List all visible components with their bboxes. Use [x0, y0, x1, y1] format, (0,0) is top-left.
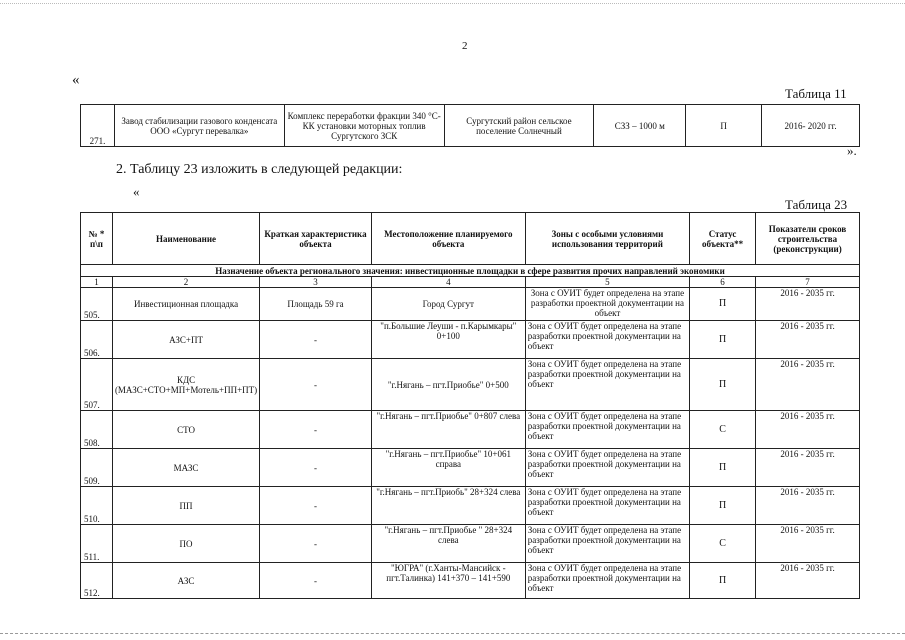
cell-status: П: [690, 563, 756, 599]
cell-num: 505.: [81, 288, 113, 321]
index-cell: 6: [690, 277, 756, 288]
closing-quote: ».: [847, 143, 857, 158]
cell-desc: Комплекс переработки фракции 340 °С-КК установки моторных топлив Сургутского ЗСК: [284, 105, 444, 147]
cell-desc: -: [260, 563, 372, 599]
item-2-text: 2. Таблицу 23 изложить в следующей редакции:: [116, 162, 403, 177]
cell-status: С: [690, 525, 756, 563]
cell-num: 509.: [81, 449, 113, 487]
table-row: [81, 359, 860, 411]
table-row: [81, 449, 860, 487]
cell-status: П: [686, 105, 762, 147]
cell-desc: -: [260, 525, 372, 563]
cell-location: "г.Нягань – пгт.Приобь" 28+324 слева: [371, 487, 525, 525]
cell-name: АЗС+ПТ: [112, 321, 259, 359]
table-23-label: Таблица 23: [785, 197, 848, 212]
table-row: [81, 487, 860, 525]
index-cell: 1: [81, 277, 113, 288]
cell-period: 2016- 2020 гг.: [762, 105, 860, 147]
header-name: Наименование: [112, 213, 259, 265]
cell-period: 2016 - 2035 гг.: [756, 525, 860, 563]
cell-period: 2016 - 2035 гг.: [756, 563, 860, 599]
cell-num: 512.: [81, 563, 113, 599]
table-row: [81, 411, 860, 449]
header-row: [81, 213, 860, 265]
cell-location: Город Сургут: [371, 288, 525, 321]
cell-zone: Зона с ОУИТ будет определена на этапе разработки проектной документации на объект: [525, 525, 689, 563]
index-cell: 2: [112, 277, 259, 288]
cell-zone: Зона с ОУИТ будет определена на этапе разработки проектной документации на объект: [525, 321, 689, 359]
cell-name: ПП: [112, 487, 259, 525]
cell-num: 508.: [81, 411, 113, 449]
index-cell: 3: [260, 277, 372, 288]
cell-location: Сургутский район сельское поселение Солнечный: [444, 105, 594, 147]
cell-num: 510.: [81, 487, 113, 525]
page-number: 2: [462, 40, 468, 52]
header-num: № * п\п: [81, 213, 113, 265]
cell-num: 507.: [81, 359, 113, 411]
cell-desc: -: [260, 321, 372, 359]
cell-zone: Зона с ОУИТ будет определена на этапе разработки проектной документации на объект: [525, 411, 689, 449]
cell-desc: Площадь 59 га: [260, 288, 372, 321]
index-cell: 7: [756, 277, 860, 288]
cell-zone: СЗЗ – 1000 м: [594, 105, 686, 147]
table-row: [81, 563, 860, 599]
cell-desc: -: [260, 487, 372, 525]
index-row: [81, 277, 860, 288]
cell-name: Инвестиционная площадка: [112, 288, 259, 321]
cell-location: "ЮГРА" (г.Ханты-Мансийск - пгт.Талинка) 141+370 – 141+590: [371, 563, 525, 599]
cell-zone: Зона с ОУИТ будет определена на этапе разработки проектной документации на объект: [525, 563, 689, 599]
table-11-label: Таблица 11: [785, 86, 847, 101]
cell-num: 511.: [81, 525, 113, 563]
cell-zone: Зона с ОУИТ будет определена на этапе разработки проектной документации на объект: [525, 449, 689, 487]
cell-desc: -: [260, 359, 372, 411]
cell-status: П: [690, 359, 756, 411]
header-desc: Краткая характеристика объекта: [260, 213, 372, 265]
cell-zone: Зона с ОУИТ будет определена на этапе разработки проектной документации на объект: [525, 359, 689, 411]
cell-num: 271.: [81, 105, 115, 147]
cell-desc: -: [260, 411, 372, 449]
cell-status: С: [690, 411, 756, 449]
table-row: [81, 105, 860, 147]
cell-name: КДС (МАЗС+СТО+МП+Мотель+ПП+ПТ): [112, 359, 259, 411]
table-11: [80, 104, 860, 147]
cell-zone: Зона с ОУИТ будет определена на этапе разработки проектной документации на объект: [525, 487, 689, 525]
cell-name: СТО: [112, 411, 259, 449]
cell-location: "п.Большие Леуши - п.Карымкары" 0+100: [371, 321, 525, 359]
table-23: [80, 212, 860, 599]
cell-status: П: [690, 449, 756, 487]
cell-num: 506.: [81, 321, 113, 359]
scan-edge-bottom: [0, 633, 905, 634]
cell-zone: Зона с ОУИТ будет определена на этапе разработки проектной документации на объект: [525, 288, 689, 321]
header-period: Показатели сроков строительства (реконструкции): [756, 213, 860, 265]
cell-name: АЗС: [112, 563, 259, 599]
opening-quote-2: «: [133, 184, 140, 199]
cell-period: 2016 - 2035 гг.: [756, 321, 860, 359]
index-cell: 5: [525, 277, 689, 288]
cell-period: 2016 - 2035 гг.: [756, 288, 860, 321]
opening-quote: «: [72, 72, 80, 88]
table-row: [81, 525, 860, 563]
section-title: Назначение объекта регионального значения: инвестиционные площадки в сфере развития прочих направлений экономики: [81, 265, 860, 277]
cell-location: "г.Нягань – пгт.Приобье" 10+061 справа: [371, 449, 525, 487]
section-row: [81, 265, 860, 277]
cell-period: 2016 - 2035 гг.: [756, 449, 860, 487]
cell-name: МАЗС: [112, 449, 259, 487]
cell-desc: -: [260, 449, 372, 487]
cell-name: ПО: [112, 525, 259, 563]
cell-period: 2016 - 2035 гг.: [756, 359, 860, 411]
header-zone: Зоны с особыми условиями использования территорий: [525, 213, 689, 265]
cell-location: "г.Нягань – пгт.Приобье " 28+324 слева: [371, 525, 525, 563]
table-row: [81, 288, 860, 321]
header-status: Статус объекта**: [690, 213, 756, 265]
cell-status: П: [690, 487, 756, 525]
cell-name: Завод стабилизации газового конденсата ООО «Сургут перевалка»: [114, 105, 284, 147]
index-cell: 4: [371, 277, 525, 288]
table-row: [81, 321, 860, 359]
cell-location: "г.Нягань – пгт.Приобье" 0+500: [371, 359, 525, 411]
cell-period: 2016 - 2035 гг.: [756, 487, 860, 525]
scan-edge-top: [0, 3, 905, 4]
cell-period: 2016 - 2035 гг.: [756, 411, 860, 449]
cell-location: "г.Нягань – пгт.Приобье" 0+807 слева: [371, 411, 525, 449]
cell-status: П: [690, 288, 756, 321]
cell-status: П: [690, 321, 756, 359]
header-location: Местоположение планируемого объекта: [371, 213, 525, 265]
